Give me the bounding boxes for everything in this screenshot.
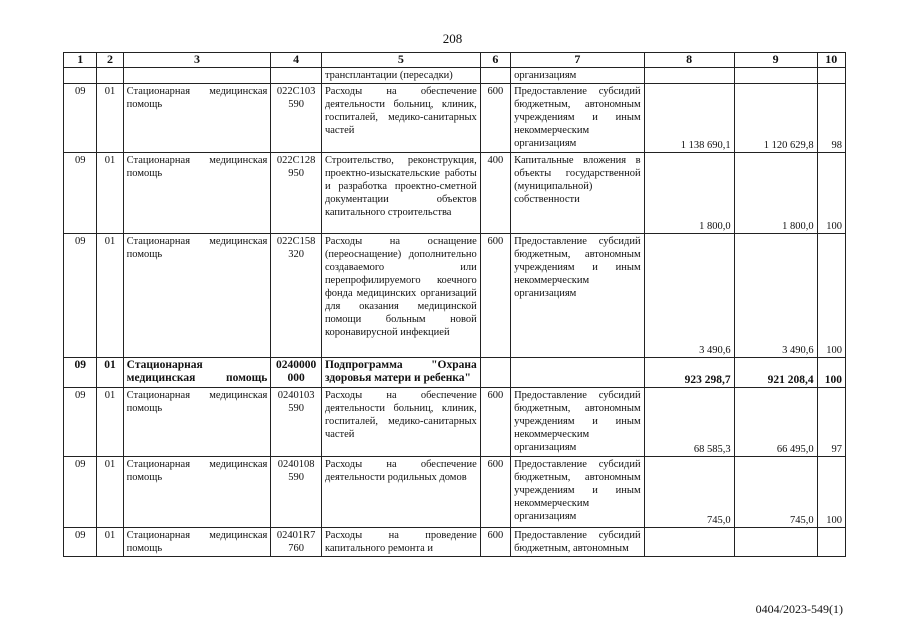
description-cell: Строительство, реконструкция, проектно-изыскательские работы и разработка проектно-сметной документации объектов капитального строительства [321,153,480,234]
target-code-cell: 022С128 950 [271,153,322,234]
description-cell: Расходы на обеспечение деятельности родильных домов [321,457,480,528]
expense-type-cell [480,358,510,388]
section-cell: 09 [64,457,97,528]
table-row [64,84,846,153]
expense-type-name-cell: Предоставление субсидий бюджетным, автономным учреждениям и иным некоммерческим организациям [511,234,645,358]
budget-table [63,52,846,557]
executed-amount-cell: 3 490,6 [734,234,817,358]
expense-type-name-cell: Предоставление субсидий бюджетным, автономным учреждениям и иным некоммерческим организациям [511,457,645,528]
header-cell: 7 [511,53,645,68]
subsection-cell: 01 [97,457,123,528]
header-cell: 6 [480,53,510,68]
executed-amount-cell: 1 120 629,8 [734,84,817,153]
percent-cell: 100 [817,358,845,388]
planned-amount-cell: 923 298,7 [644,358,734,388]
description-cell: Расходы на обеспечение деятельности больниц, клиник, госпиталей, медико-санитарных частей [321,388,480,457]
expense-type-name-cell: организациям [511,68,645,84]
planned-amount-cell [644,68,734,84]
page-number: 208 [442,31,463,46]
subsection-cell: 01 [97,358,123,388]
subsection-cell: 01 [97,84,123,153]
executed-amount-cell [734,68,817,84]
section-cell: 09 [64,234,97,358]
document-id: 0404/2023-549(1) [755,602,843,616]
subsection-cell: 01 [97,153,123,234]
expense-type-cell: 600 [480,457,510,528]
name-cell: Стационарная медицинская помощь [123,153,271,234]
subsection-cell: 01 [97,234,123,358]
target-code-cell: 0240103 590 [271,388,322,457]
header-cell: 9 [734,53,817,68]
subsection-cell: 01 [97,528,123,557]
name-cell [123,68,271,84]
expense-type-name-cell: Предоставление субсидий бюджетным, автономным учреждениям и иным некоммерческим организациям [511,84,645,153]
expense-type-name-cell: Капитальные вложения в объекты государственной (муниципальной) собственности [511,153,645,234]
header-cell: 4 [271,53,322,68]
percent-cell: 100 [817,457,845,528]
header-cell: 1 [64,53,97,68]
percent-cell: 97 [817,388,845,457]
executed-amount-cell [734,528,817,557]
name-cell: Стационарная медицинская помощь [123,358,271,388]
expense-type-cell: 600 [480,84,510,153]
target-code-cell [271,68,322,84]
percent-cell [817,68,845,84]
table-row [64,358,846,388]
percent-cell: 100 [817,153,845,234]
description-cell: Расходы на проведение капитального ремонта и [321,528,480,557]
description-cell: Расходы на обеспечение деятельности больниц, клиник, госпиталей, медико-санитарных частей [321,84,480,153]
header-cell: 2 [97,53,123,68]
name-cell: Стационарная медицинская помощь [123,388,271,457]
executed-amount-cell: 1 800,0 [734,153,817,234]
expense-type-name-cell [511,358,645,388]
planned-amount-cell: 1 800,0 [644,153,734,234]
table-body [64,68,846,557]
executed-amount-cell: 66 495,0 [734,388,817,457]
target-code-cell: 022С103 590 [271,84,322,153]
expense-type-cell: 600 [480,528,510,557]
executed-amount-cell: 745,0 [734,457,817,528]
table-row [64,153,846,234]
subsection-cell: 01 [97,388,123,457]
header-cell: 10 [817,53,845,68]
percent-cell: 100 [817,234,845,358]
planned-amount-cell: 3 490,6 [644,234,734,358]
section-cell: 09 [64,528,97,557]
percent-cell [817,528,845,557]
name-cell: Стационарная медицинская помощь [123,457,271,528]
header-cell: 3 [123,53,271,68]
percent-cell: 98 [817,84,845,153]
table-header-row [64,53,846,68]
table-row [64,457,846,528]
planned-amount-cell [644,528,734,557]
table-row [64,388,846,457]
section-cell [64,68,97,84]
description-cell: Расходы на оснащение (переоснащение) дополнительно создаваемого или перепрофилируемого коечного фонда медицинских организаций для оказания медицинской помощи больным новой коронавирусной инфекцией [321,234,480,358]
section-cell: 09 [64,84,97,153]
expense-type-cell: 600 [480,234,510,358]
table-row [64,528,846,557]
section-cell: 09 [64,153,97,234]
section-cell: 09 [64,358,97,388]
target-code-cell: 02401R7 760 [271,528,322,557]
planned-amount-cell: 68 585,3 [644,388,734,457]
subsection-cell [97,68,123,84]
target-code-cell: 022С158 320 [271,234,322,358]
description-cell: Подпрограмма "Охрана здоровья матери и ребенка" [321,358,480,388]
name-cell: Стационарная медицинская помощь [123,84,271,153]
expense-type-name-cell: Предоставление субсидий бюджетным, автономным учреждениям и иным некоммерческим организациям [511,388,645,457]
header-cell: 5 [321,53,480,68]
target-code-cell: 0240000 000 [271,358,322,388]
expense-type-name-cell: Предоставление субсидий бюджетным, автономным [511,528,645,557]
target-code-cell: 0240108 590 [271,457,322,528]
expense-type-cell: 400 [480,153,510,234]
planned-amount-cell: 745,0 [644,457,734,528]
planned-amount-cell: 1 138 690,1 [644,84,734,153]
table-row [64,234,846,358]
description-cell: трансплантации (пересадки) [321,68,480,84]
executed-amount-cell: 921 208,4 [734,358,817,388]
expense-type-cell: 600 [480,388,510,457]
name-cell: Стационарная медицинская помощь [123,528,271,557]
table-row [64,68,846,84]
header-cell: 8 [644,53,734,68]
name-cell: Стационарная медицинская помощь [123,234,271,358]
expense-type-cell [480,68,510,84]
section-cell: 09 [64,388,97,457]
